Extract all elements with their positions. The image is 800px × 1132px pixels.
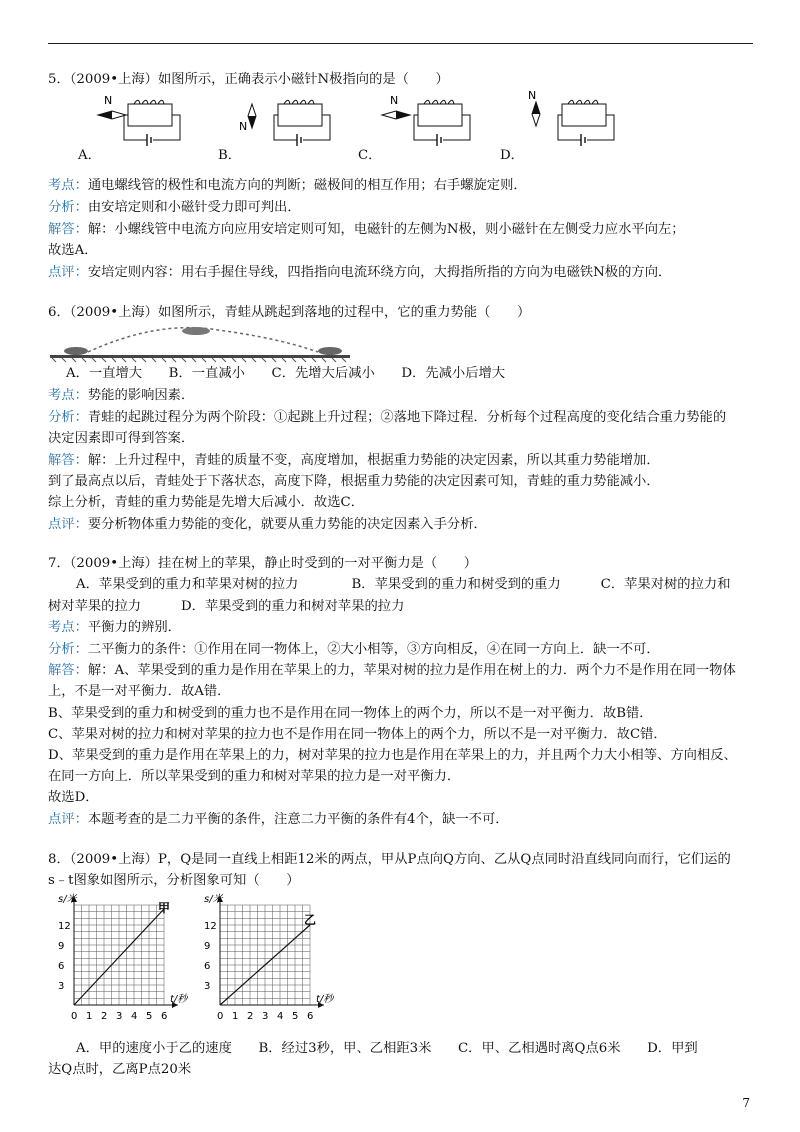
q5-figure-a bbox=[88, 92, 198, 152]
y-tick-label: 6 bbox=[204, 961, 211, 972]
q7-options-2: 树对苹果的拉力 D．苹果受到的重力和树对苹果的拉力 bbox=[48, 599, 405, 614]
q7-options-1: A．苹果受到的重力和苹果对树的拉力 B．苹果受到的重力和树受到的重力 C．苹果对树的拉力和 bbox=[76, 577, 731, 592]
solenoid-icon bbox=[278, 104, 322, 126]
battery-icon bbox=[581, 134, 585, 146]
ground-line bbox=[50, 355, 350, 358]
x-tick-label: 2 bbox=[101, 1011, 108, 1022]
q5-jieda: 解答：解：小螺线管中电流方向应用安培定则可知，电磁针的左侧为N极，则小磁针在左侧受力应水平向左； bbox=[48, 222, 685, 237]
y-tick-label: 12 bbox=[58, 921, 71, 932]
q6-options: A．一直增大 B．一直减小 C．先增大后减小 D．先减小后增大 bbox=[66, 366, 506, 381]
q6-fenxi-2: 决定因素即可得到答案． bbox=[48, 431, 195, 446]
q5-dianping: 点评：安培定则内容：用右手握住导线，四指指向电流环绕方向，大拇指所指的方向为电磁铁N极的方向． bbox=[48, 265, 672, 280]
frog-icon bbox=[182, 327, 210, 335]
y-tick-label: 9 bbox=[58, 941, 65, 952]
q7-jieda-6: 在同一方向上．所以苹果受到的重力和树对苹果的拉力是一对平衡力． bbox=[48, 769, 461, 784]
q8-options-1: A．甲的速度小于乙的速度 B．经过3秒，甲、乙相距3米 C．甲、乙相遇时离Q点6米 D．甲到 bbox=[76, 1041, 698, 1056]
chart-yi bbox=[198, 890, 348, 1030]
q5-stem: 5．（2009•上海）如图所示，正确表示小磁针N极指向的是（ ） bbox=[48, 72, 449, 87]
q7-kaodian: 考点：平衡力的辨别． bbox=[48, 620, 181, 635]
svg-text:N: N bbox=[528, 89, 537, 102]
x-tick-label: 6 bbox=[307, 1011, 314, 1022]
frog-icon bbox=[318, 347, 342, 355]
q5-option-b: B． bbox=[218, 148, 242, 163]
battery-icon bbox=[437, 134, 441, 146]
frog-icon bbox=[64, 347, 88, 355]
q5-figure-d bbox=[522, 88, 632, 152]
battery-icon bbox=[297, 134, 301, 146]
q8-stem: 8．（2009•上海）P，Q是同一直线上相距12米的两点，甲从P点向Q方向、乙从Q点同时沿直线同向而行，它们运的 bbox=[48, 852, 731, 867]
x-tick-label: 5 bbox=[292, 1011, 299, 1022]
needle-north-half bbox=[98, 111, 112, 119]
q5-figure-c bbox=[378, 92, 488, 152]
q5-fenxi: 分析：由安培定则和小磁针受力即可判出． bbox=[48, 200, 301, 215]
q6-fenxi: 分析：青蛙的起跳过程分为两个阶段：①起跳上升过程；②落地下降过程．分析每个过程高度的变化结合重力势能的 bbox=[48, 410, 727, 425]
q6-jieda-2: 到了最高点以后，青蛙处于下落状态，高度下降，根据重力势能的决定因素可知，青蛙的重力势能减小． bbox=[48, 474, 660, 489]
x-tick-label: 3 bbox=[116, 1011, 123, 1022]
x-axis-label: t/秒 bbox=[170, 994, 188, 1005]
page-number: 7 bbox=[742, 1096, 750, 1110]
y-tick-label: 3 bbox=[204, 981, 211, 992]
q6-jieda-3: 综上分析，青蛙的重力势能是先增大后减小．故选C． bbox=[48, 495, 365, 510]
series-label: 乙 bbox=[304, 913, 317, 927]
q6-kaodian: 考点：势能的影响因素． bbox=[48, 388, 195, 403]
q5-kaodian: 考点：通电螺线管的极性和电流方向的判断；磁极间的相互作用；右手螺旋定则． bbox=[48, 178, 527, 193]
q6-jieda: 解答：解：上升过程中，青蛙的质量不变，高度增加，根据重力势能的决定因素，所以其重力势能增加． bbox=[48, 453, 660, 468]
x-tick-label: 1 bbox=[86, 1011, 93, 1022]
x-tick-label: 4 bbox=[277, 1011, 284, 1022]
x-tick-label: 0 bbox=[217, 1011, 224, 1022]
y-tick-label: 6 bbox=[58, 961, 65, 972]
y-axis-label: s/米 bbox=[204, 894, 223, 905]
q7-jieda-3: B、苹果受到的重力和树受到的重力也不是作用在同一物体上的两个力，所以不是一对平衡力．故B错． bbox=[48, 706, 653, 721]
q5-option-a: A． bbox=[78, 148, 101, 163]
q5-jieda-2: 故选A． bbox=[48, 243, 98, 258]
series-label: 甲 bbox=[158, 901, 171, 915]
x-tick-label: 5 bbox=[146, 1011, 153, 1022]
q7-jieda-7: 故选D． bbox=[48, 790, 99, 805]
battery-icon bbox=[147, 134, 151, 146]
solenoid-icon bbox=[418, 104, 462, 126]
y-tick-label: 9 bbox=[204, 941, 211, 952]
q8-stem-2: s﹣t图象如图所示，分析图象可知（ ） bbox=[48, 873, 300, 888]
q7-fenxi: 分析：二平衡力的条件：①作用在同一物体上，②大小相等，③方向相反，④在同一方向上．缺一不可． bbox=[48, 642, 660, 657]
q6-stem: 6．（2009•上海）如图所示，青蛙从跳起到落地的过程中，它的重力势能（ ） bbox=[48, 305, 531, 320]
svg-text:N: N bbox=[239, 120, 248, 133]
header-rule bbox=[48, 43, 753, 44]
q5-option-c: C． bbox=[358, 148, 382, 163]
q6-frog-figure bbox=[48, 322, 358, 364]
q5-figure-b bbox=[238, 92, 348, 152]
chart-jia bbox=[52, 890, 202, 1030]
y-axis-label: s/米 bbox=[58, 894, 77, 905]
y-tick-label: 3 bbox=[58, 981, 65, 992]
x-tick-label: 4 bbox=[131, 1011, 138, 1022]
q7-stem: 7．（2009•上海）挂在树上的苹果，静止时受到的一对平衡力是（ ） bbox=[48, 556, 478, 571]
svg-text:N: N bbox=[390, 94, 399, 107]
q7-jieda-2: 上，不是一对平衡力．故A错． bbox=[48, 684, 231, 699]
q7-jieda-4: C、苹果对树的拉力和树对苹果的拉力也不是作用在同一物体上的两个力，所以不是一对平衡力．故C错． bbox=[48, 727, 667, 742]
x-tick-label: 2 bbox=[247, 1011, 254, 1022]
q7-dianping: 点评：本题考查的是二力平衡的条件，注意二力平衡的条件有4个，缺一不可． bbox=[48, 812, 509, 827]
solenoid-icon bbox=[562, 104, 606, 126]
q6-dianping: 点评：要分析物体重力势能的变化，就要从重力势能的决定因素入手分析． bbox=[48, 517, 487, 532]
q7-jieda: 解答：解：A、苹果受到的重力是作用在苹果上的力，苹果对树的拉力是作用在树上的力．两个力不是作用在同一物体 bbox=[48, 663, 736, 678]
x-tick-label: 6 bbox=[161, 1011, 168, 1022]
q7-jieda-5: D、苹果受到的重力是作用在苹果上的力，树对苹果的拉力也是作用在苹果上的力，并且两个力大小相等、方向相反、 bbox=[48, 748, 737, 763]
x-axis-label: t/秒 bbox=[316, 994, 334, 1005]
y-tick-label: 12 bbox=[204, 921, 217, 932]
x-tick-label: 0 bbox=[71, 1011, 78, 1022]
solenoid-icon bbox=[128, 104, 172, 126]
x-tick-label: 3 bbox=[262, 1011, 269, 1022]
q5-option-d: D． bbox=[500, 148, 524, 163]
q8-options-2: 达Q点时，乙离P点20米 bbox=[48, 1062, 192, 1077]
svg-text:N: N bbox=[104, 94, 113, 107]
x-tick-label: 1 bbox=[232, 1011, 239, 1022]
